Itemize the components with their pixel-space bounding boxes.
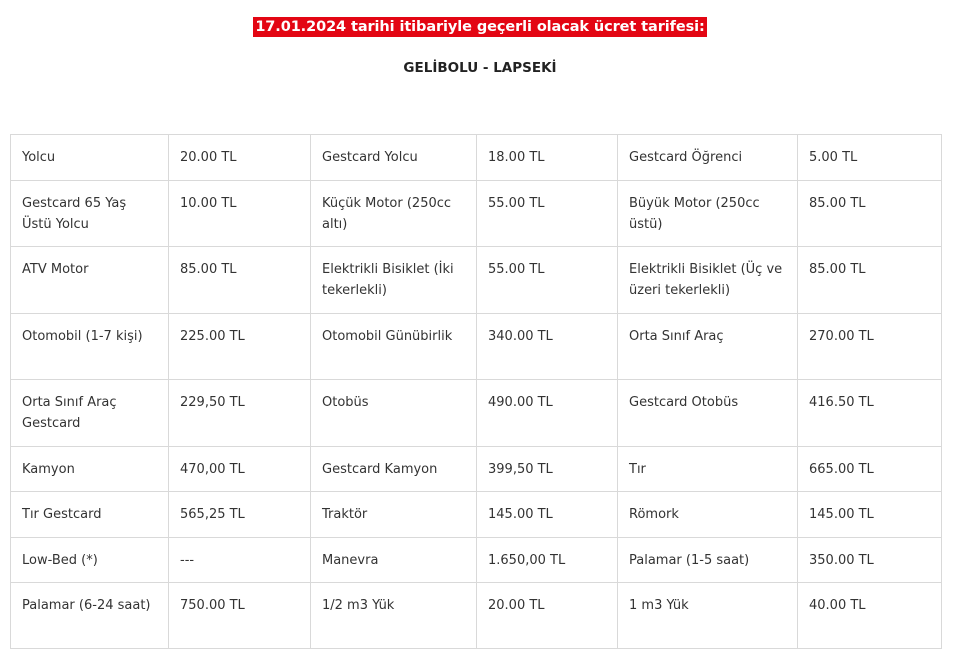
item-price: 85.00 TL — [169, 247, 311, 314]
headline-container — [0, 16, 960, 37]
item-label: Kamyon — [11, 447, 169, 492]
item-label: Otomobil (1-7 kişi) — [11, 314, 169, 380]
item-label: 1/2 m3 Yük — [311, 583, 477, 649]
item-price: --- — [169, 538, 311, 583]
item-label: 1 m3 Yük — [618, 583, 798, 649]
item-price: 10.00 TL — [169, 181, 311, 247]
table-row — [11, 181, 942, 247]
item-price: 145.00 TL — [798, 492, 942, 538]
item-label: Manevra — [311, 538, 477, 583]
item-label: Palamar (6-24 saat) — [11, 583, 169, 649]
item-price: 40.00 TL — [798, 583, 942, 649]
item-price: 85.00 TL — [798, 181, 942, 247]
item-label: Otobüs — [311, 380, 477, 447]
table-row — [11, 314, 942, 380]
item-label: Gestcard Kamyon — [311, 447, 477, 492]
item-label: Tır Gestcard — [11, 492, 169, 538]
item-label: Otomobil Günübirlik — [311, 314, 477, 380]
item-label: Büyük Motor (250cc üstü) — [618, 181, 798, 247]
item-price: 18.00 TL — [477, 135, 618, 181]
item-price: 55.00 TL — [477, 247, 618, 314]
item-price: 340.00 TL — [477, 314, 618, 380]
item-price: 350.00 TL — [798, 538, 942, 583]
item-label: Gestcard 65 Yaş Üstü Yolcu — [11, 181, 169, 247]
item-label: Traktör — [311, 492, 477, 538]
item-price: 565,25 TL — [169, 492, 311, 538]
table-row — [11, 247, 942, 314]
item-label: Gestcard Öğrenci — [618, 135, 798, 181]
item-price: 85.00 TL — [798, 247, 942, 314]
item-price: 416.50 TL — [798, 380, 942, 447]
tariff-table — [10, 134, 942, 649]
table-row — [11, 583, 942, 649]
item-price: 145.00 TL — [477, 492, 618, 538]
item-price: 470,00 TL — [169, 447, 311, 492]
item-price: 5.00 TL — [798, 135, 942, 181]
item-price: 225.00 TL — [169, 314, 311, 380]
table-row — [11, 135, 942, 181]
item-price: 20.00 TL — [169, 135, 311, 181]
item-label: Orta Sınıf Araç — [618, 314, 798, 380]
table-row — [11, 492, 942, 538]
item-label: ATV Motor — [11, 247, 169, 314]
item-price: 270.00 TL — [798, 314, 942, 380]
item-label: Gestcard Otobüs — [618, 380, 798, 447]
item-price: 750.00 TL — [169, 583, 311, 649]
table-row — [11, 447, 942, 492]
item-label: Küçük Motor (250cc altı) — [311, 181, 477, 247]
item-label: Römork — [618, 492, 798, 538]
table-row — [11, 380, 942, 447]
item-label: Yolcu — [11, 135, 169, 181]
item-price: 229,50 TL — [169, 380, 311, 447]
item-price: 490.00 TL — [477, 380, 618, 447]
item-label: Palamar (1-5 saat) — [618, 538, 798, 583]
item-label: Elektrikli Bisiklet (İki tekerlekli) — [311, 247, 477, 314]
item-label: Orta Sınıf Araç Gestcard — [11, 380, 169, 447]
item-label: Low-Bed (*) — [11, 538, 169, 583]
item-price: 665.00 TL — [798, 447, 942, 492]
item-label: Gestcard Yolcu — [311, 135, 477, 181]
item-price: 20.00 TL — [477, 583, 618, 649]
table-row — [11, 538, 942, 583]
tariff-headline: 17.01.2024 tarihi itibariyle geçerli olacak ücret tarifesi: — [255, 19, 705, 35]
route-title: GELİBOLU - LAPSEKİ — [403, 60, 557, 76]
item-label: Elektrikli Bisiklet (Üç ve üzeri tekerlekli) — [618, 247, 798, 314]
item-price: 399,50 TL — [477, 447, 618, 492]
item-price: 55.00 TL — [477, 181, 618, 247]
item-price: 1.650,00 TL — [477, 538, 618, 583]
item-label: Tır — [618, 447, 798, 492]
